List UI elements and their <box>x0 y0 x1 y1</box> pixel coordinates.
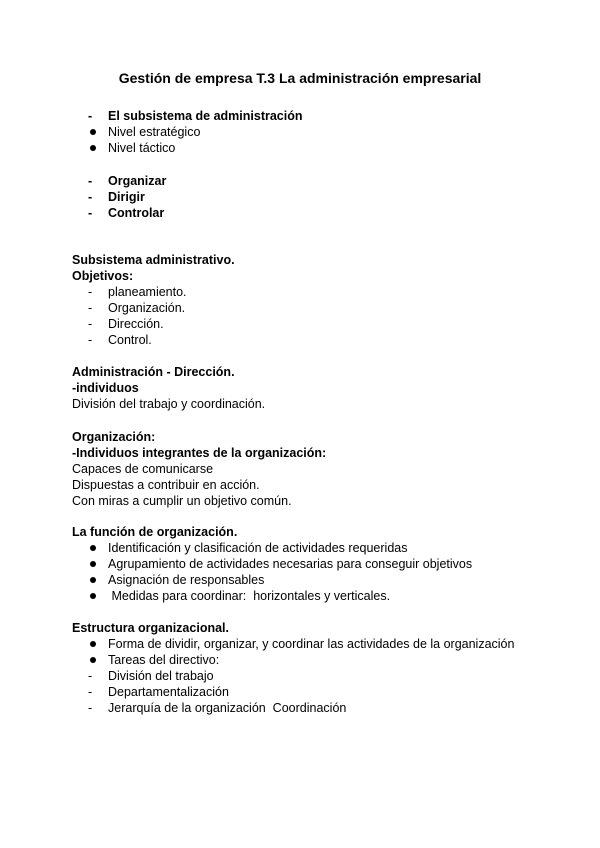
dash-marker: - <box>88 285 93 299</box>
dash-marker: - <box>88 317 93 331</box>
paragraph-line: División del trabajo y coordinación. <box>72 397 266 411</box>
section-heading: Estructura organizacional. <box>72 621 229 635</box>
dash-marker: - <box>88 301 93 315</box>
list-item-text: Organizar <box>108 174 167 188</box>
list-item-text: Controlar <box>108 206 165 220</box>
list-item <box>72 540 592 556</box>
list-item <box>72 700 592 716</box>
list-item-text: Identificación y clasificación de actividades requeridas <box>108 541 408 555</box>
section-heading: La función de organización. <box>72 525 238 539</box>
bullet-icon <box>90 657 96 663</box>
list-item-text: Asignación de responsables <box>108 573 265 587</box>
section-organizacion <box>72 429 592 509</box>
bullet-icon <box>90 593 96 599</box>
paragraph-line: Capaces de comunicarse <box>72 462 214 476</box>
bullet-icon <box>90 561 96 567</box>
section-heading: Organización: <box>72 430 156 444</box>
list-item <box>72 108 592 124</box>
list-item-text: Control. <box>108 333 152 347</box>
section-estructura <box>72 620 592 716</box>
section-heading: Subsistema administrativo. <box>72 253 235 267</box>
list-item-text: Medidas para coordinar: horizontales y verticales. <box>108 589 391 603</box>
list-item <box>72 140 592 156</box>
paragraph-line: Dispuestas a contribuir en acción. <box>72 478 260 492</box>
dash-marker: - <box>88 174 93 188</box>
list-item <box>72 300 592 316</box>
paragraph-line: Con miras a cumplir un objetivo común. <box>72 494 292 508</box>
list-item <box>72 205 592 221</box>
dash-marker: - <box>88 701 93 715</box>
list-item <box>72 572 592 588</box>
list-item <box>72 668 592 684</box>
list-item-text: Dirección. <box>108 317 164 331</box>
top-list-b <box>72 173 592 221</box>
list-item-text: planeamiento. <box>108 285 187 299</box>
bullet-icon <box>90 577 96 583</box>
dash-marker: - <box>88 109 93 123</box>
list-item <box>72 588 592 604</box>
list-item-text: Jerarquía de la organización Coordinación <box>108 701 347 715</box>
list-item <box>72 316 592 332</box>
bullet-icon <box>90 129 96 135</box>
section-administracion <box>72 364 592 412</box>
bullet-icon <box>90 641 96 647</box>
list-item-text: Forma de dividir, organizar, y coordinar las actividades de la organización <box>108 637 515 651</box>
dash-marker: - <box>88 190 93 204</box>
list-item-text: División del trabajo <box>108 669 214 683</box>
section-subheading: -individuos <box>72 381 139 395</box>
heading-part: - Dirección. <box>163 365 235 379</box>
list-item-text: Departamentalización <box>108 685 229 699</box>
document-title: Gestión de empresa T.3 La administración empresarial <box>118 70 482 86</box>
heading-part: Administración <box>72 365 163 379</box>
list-item <box>72 652 592 668</box>
list-item <box>72 332 592 348</box>
dash-marker: - <box>88 669 93 683</box>
section-funcion <box>72 524 592 604</box>
list-item <box>72 636 592 652</box>
top-list-a <box>72 108 592 156</box>
dash-marker: - <box>88 206 93 220</box>
list-item <box>72 284 592 300</box>
list-item <box>72 189 592 205</box>
section-subheading: Objetivos: <box>72 269 134 283</box>
list-item <box>72 556 592 572</box>
list-item-text: Dirigir <box>108 190 145 204</box>
list-item-text: El subsistema de administración <box>108 109 303 123</box>
list-item-text: Nivel táctico <box>108 141 176 155</box>
list-item <box>72 173 592 189</box>
dash-marker: - <box>88 333 93 347</box>
dash-marker: - <box>88 685 93 699</box>
section-subsistema <box>72 252 592 348</box>
bullet-icon <box>90 545 96 551</box>
bullet-icon <box>90 145 96 151</box>
list-item-text: Organización. <box>108 301 186 315</box>
list-item-text: Nivel estratégico <box>108 125 201 139</box>
list-item <box>72 684 592 700</box>
list-item <box>72 124 592 140</box>
section-subheading: -Individuos integrantes de la organización: <box>72 446 327 460</box>
list-item-text: Tareas del directivo: <box>108 653 220 667</box>
list-item-text: Agrupamiento de actividades necesarias para conseguir objetivos <box>108 557 473 571</box>
section-heading <box>72 364 592 380</box>
